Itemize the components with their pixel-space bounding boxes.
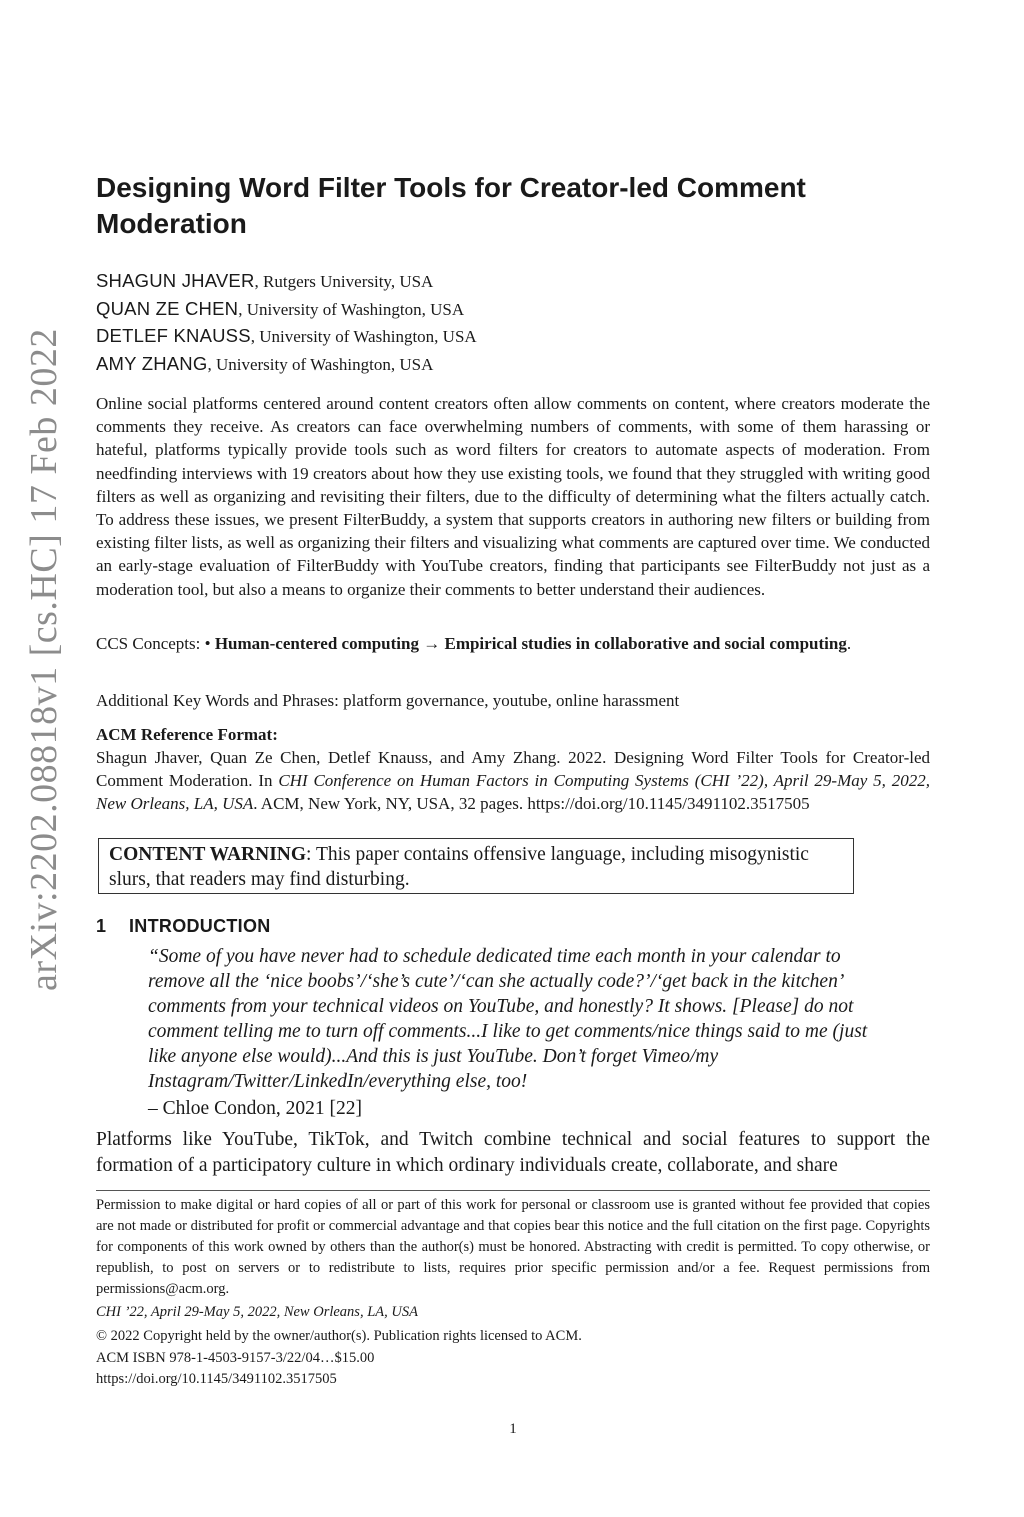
abstract: Online social platforms centered around content creators often allow comments on content, where creators moderate the comments they receive. As creators can face overwhelming numbers of comments, with some of them harassing or hateful, platforms typically provide tools such as word filters for creators to automate aspects of moderation. From needfinding interviews with 19 creators about how they use existing tools, we found that they struggled with writing good filters as well as organizing and revisiting their filters, due to the difficulty of determining what the filters actually catch. To address these issues, we present FilterBuddy, a system that supports creators in authoring new filters or building from existing filter lists, as well as organizing their filters and visualizing what comments are captured over time. We conducted an early-stage evaluation of FilterBuddy with YouTube creators, finding that participants see FilterBuddy not just as a moderation tool, but also a means to organize their comments to better understand their audiences. xyxy=(96,394,930,599)
quote-attribution: – Chloe Condon, 2021 [22] xyxy=(148,1098,362,1119)
conference-info: CHI ’22, April 29-May 5, 2022, New Orleans, LA, USA xyxy=(96,1304,418,1320)
keywords: Additional Key Words and Phrases: platform governance, youtube, online harassment xyxy=(96,691,680,710)
author-name: SHAGUN JHAVER xyxy=(96,270,255,291)
footnote-divider xyxy=(96,1190,930,1191)
author-entry: QUAN ZE CHEN, University of Washington, USA xyxy=(96,297,465,319)
content-warning-box xyxy=(98,838,854,894)
ccs-concepts xyxy=(96,632,930,656)
section-number: 1 xyxy=(96,916,107,936)
author-list xyxy=(96,268,930,378)
ccs-end: . xyxy=(846,634,852,653)
page-number: 1 xyxy=(509,1421,517,1437)
permission-notice: Permission to make digital or hard copies of all or part of this work for personal or classroom use is granted without fee provided that copies are not made or distributed for profit or commercial advantage and that copies bear this notice and the full citation on the first page. Copyrights for components of this work owned by others than the author(s) must be honored. Abstracting with credit is permitted. To copy otherwise, or republish, to post on servers or to redistribute to lists, requires prior specific permission and/or a fee. Request permissions from permissions@acm.org. xyxy=(96,1197,930,1297)
ccs-concept: Human-centered computing → Empirical studies in collaborative and social computing xyxy=(214,634,847,653)
author-affiliation: Rutgers University, USA xyxy=(263,272,434,291)
content-warning-label: CONTENT WARNING xyxy=(109,844,307,865)
copyright-notice: © 2022 Copyright held by the owner/author(s). Publication rights licensed to ACM. xyxy=(96,1328,582,1344)
acm-reference-publisher: . ACM, New York, NY, USA, 32 pages. https://doi.org/10.1145/3491102.3517505 xyxy=(253,794,810,814)
ccs-label: CCS Concepts: • xyxy=(96,634,215,653)
doi-link[interactable]: https://doi.org/10.1145/3491102.3517505 xyxy=(96,1371,337,1387)
acm-reference xyxy=(96,746,930,816)
author-name: DETLEF KNAUSS xyxy=(96,325,251,346)
author-entry: AMY ZHANG, University of Washington, USA xyxy=(96,352,434,374)
content-warning-text: : This paper contains offensive language, including misogynistic slurs, that readers may find disturbing. xyxy=(109,844,809,890)
paper-title: Designing Word Filter Tools for Creator-led Comment Moderation xyxy=(96,172,806,239)
section-heading xyxy=(96,913,271,939)
acm-reference-authors: Shagun Jhaver, Quan Ze Chen, Detlef Knauss, and Amy Zhang. 2022. Designing Word Filter Tools for Creator-led Comment Moderation. In xyxy=(96,748,930,791)
author-affiliation: University of Washington, USA xyxy=(215,354,434,374)
intro-paragraph: Platforms like YouTube, TikTok, and Twitch combine technical and social features to support the formation of a participatory culture in which ordinary individuals create, collaborate, and share xyxy=(96,1129,930,1176)
author-affiliation: University of Washington, USA xyxy=(246,299,465,319)
author-affiliation: University of Washington, USA xyxy=(259,327,477,346)
acm-reference-heading: ACM Reference Format: xyxy=(96,725,278,744)
author-entry: SHAGUN JHAVER, Rutgers University, USA xyxy=(96,270,434,291)
section-title: INTRODUCTION xyxy=(129,916,271,936)
arxiv-identifier: arXiv:2202.08818v1 [cs.HC] 17 Feb 2022 xyxy=(23,328,65,992)
author-entry: DETLEF KNAUSS, University of Washington, USA xyxy=(96,325,477,346)
acm-reference-venue: CHI Conference on Human Factors in Computing Systems (CHI ’22), April 29-May 5, 2022, New Orleans, LA, USA xyxy=(96,771,930,814)
author-name: QUAN ZE CHEN xyxy=(96,297,239,319)
epigraph-quote: “Some of you have never had to schedule dedicated time each month in your calendar to remove all the ‘nice boobs’/‘she’s cute’/‘can she actually code?’/‘get back in the kitchen’ comments from your technical videos on YouTube, and honestly? It shows. [Please] do not comment telling me to turn off comments...I like to get comments/nice things said to me (just like anyone else would)...And this is just YouTube. Don’t forget Vimeo/my Instagram/Twitter/LinkedIn/everything else, too! xyxy=(148,946,868,1092)
author-name: AMY ZHANG xyxy=(96,352,208,374)
isbn: ACM ISBN 978-1-4503-9157-3/22/04…$15.00 xyxy=(96,1350,375,1366)
